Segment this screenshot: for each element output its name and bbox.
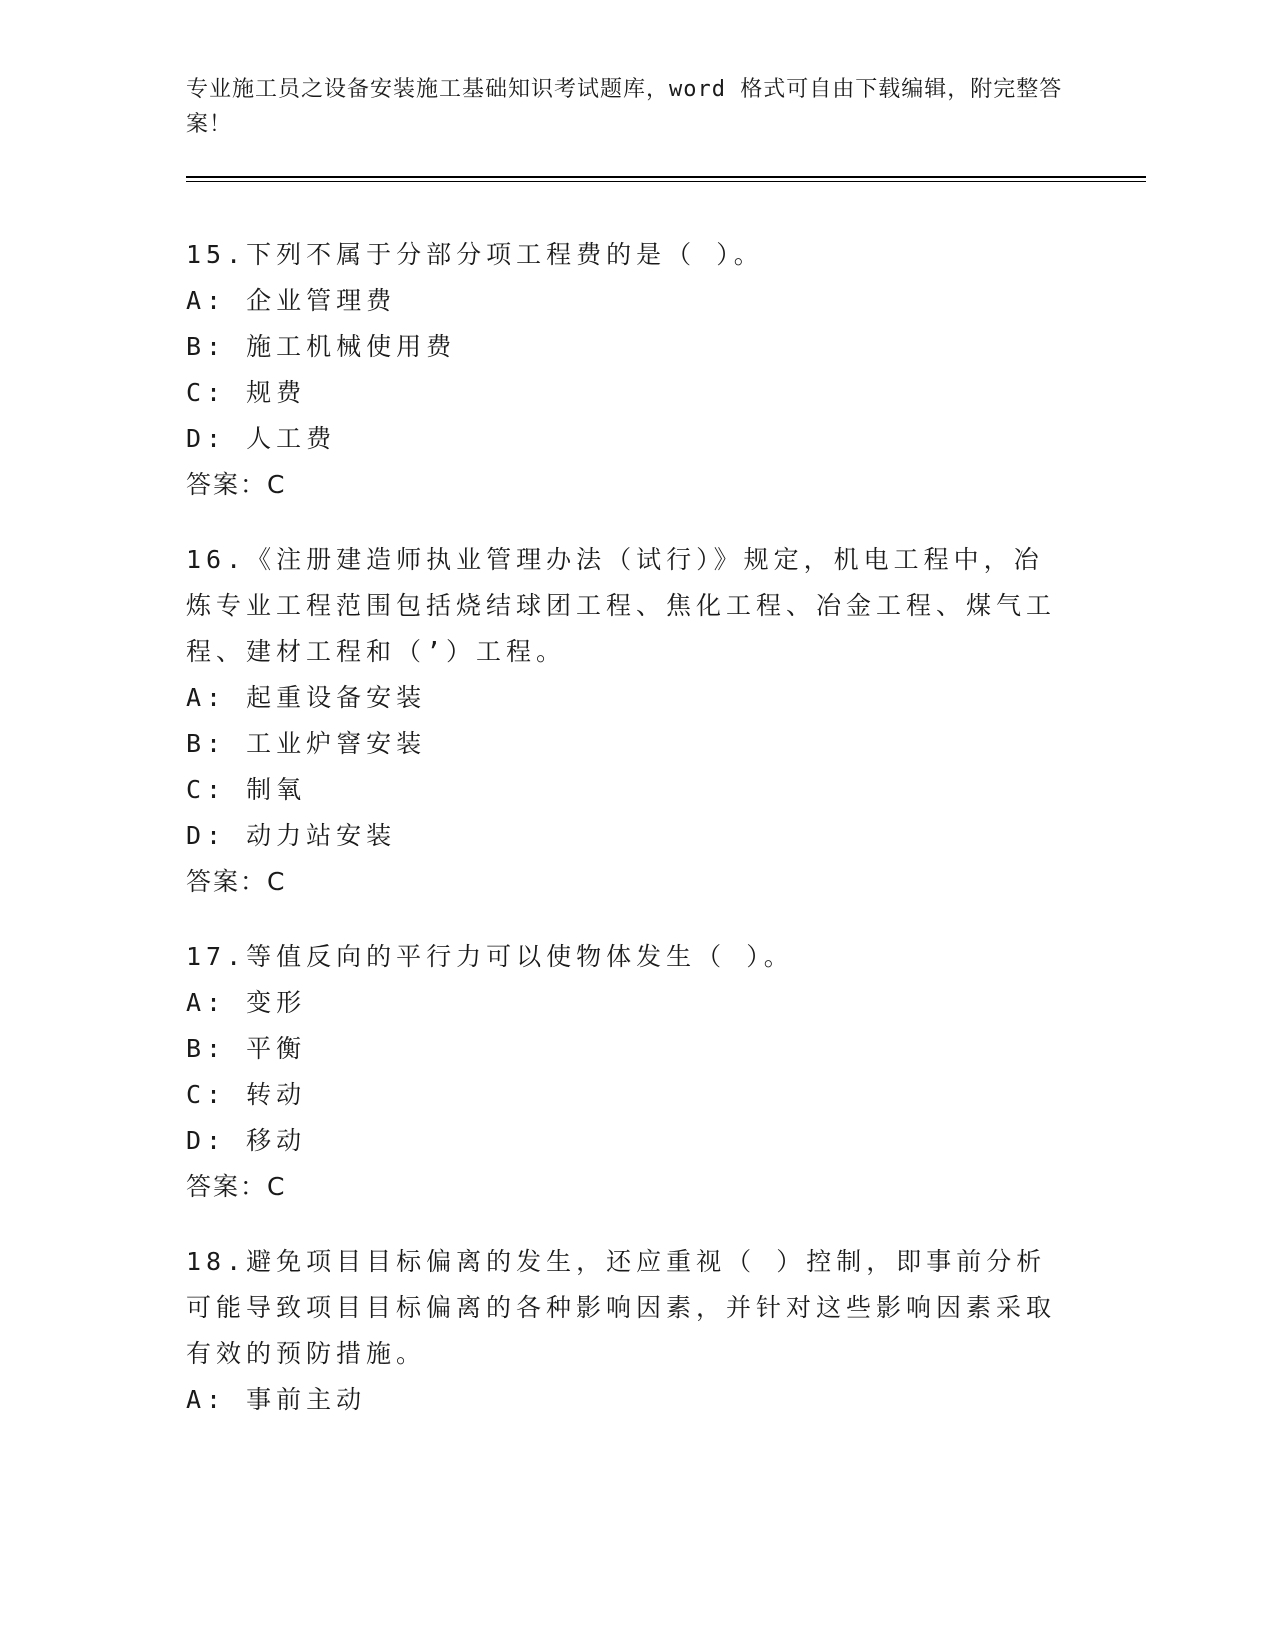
question-17	[186, 934, 1066, 1210]
question-15	[186, 232, 1066, 508]
option-a: A: 事前主动	[186, 1385, 367, 1414]
option-c: C: 规费	[186, 378, 307, 407]
option-c: C: 制氧	[186, 775, 307, 804]
question-stem: 15.下列不属于分部分项工程费的是（ ）。	[186, 240, 764, 269]
option-d: D: 动力站安装	[186, 821, 397, 850]
question-stem: 16.《注册建造师执业管理办法（试行）》规定，机电工程中，冶炼专业工程范围包括烧结球团工程、焦化工程、冶金工程、煤气工程、建材工程和（’）工程。	[186, 545, 1057, 666]
answer-line: 答案：C	[186, 470, 287, 499]
option-c: C: 转动	[186, 1080, 307, 1109]
option-d: D: 人工费	[186, 424, 337, 453]
question-stem: 17.等值反向的平行力可以使物体发生（ ）。	[186, 942, 794, 971]
header-divider-thick	[186, 176, 1146, 178]
question-list	[186, 232, 1066, 1452]
question-16	[186, 537, 1066, 905]
answer-line: 答案：C	[186, 867, 287, 896]
document-header: 专业施工员之设备安装施工基础知识考试题库，word 格式可自由下载编辑，附完整答案！	[186, 77, 1063, 137]
option-a: A: 企业管理费	[186, 286, 397, 315]
question-stem: 18.避免项目目标偏离的发生，还应重视（ ）控制，即事前分析可能导致项目目标偏离的各种影响因素，并针对这些影响因素采取有效的预防措施。	[186, 1247, 1057, 1368]
option-a: A: 变形	[186, 988, 307, 1017]
option-a: A: 起重设备安装	[186, 683, 427, 712]
option-b: B: 施工机械使用费	[186, 332, 457, 361]
option-b: B: 平衡	[186, 1034, 307, 1063]
option-b: B: 工业炉窨安装	[186, 729, 427, 758]
question-18	[186, 1239, 1066, 1423]
answer-line: 答案：C	[186, 1172, 287, 1201]
header-divider-thin	[186, 181, 1146, 182]
option-d: D: 移动	[186, 1126, 307, 1155]
